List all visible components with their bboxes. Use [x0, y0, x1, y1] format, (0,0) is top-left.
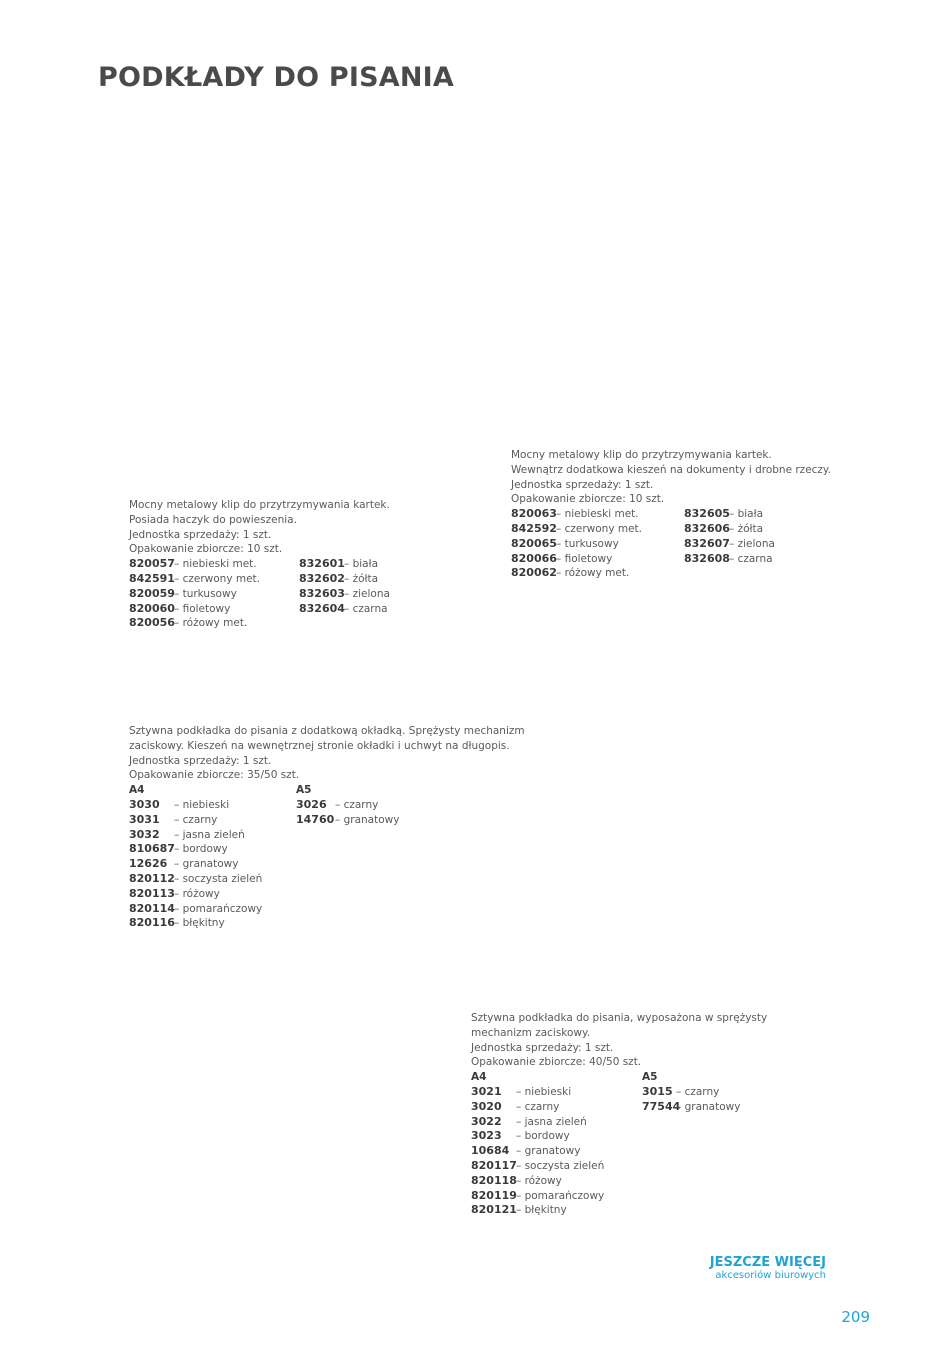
product-block-4: [471, 1011, 767, 1218]
product-description-line: Posiada haczyk do powieszenia.: [129, 513, 297, 526]
product-code-row: [299, 557, 390, 572]
product-code: 820117: [471, 1158, 517, 1172]
product-color: – niebieski met.: [174, 558, 257, 571]
product-code-row: [511, 537, 684, 552]
format-header-a4: A4: [471, 1071, 487, 1084]
product-code: 3020: [471, 1099, 502, 1113]
product-description-line: Mocny metalowy klip do przytrzymywania kartek.: [129, 499, 390, 511]
product-code: 3022: [471, 1114, 502, 1128]
product-block-3: [129, 724, 525, 931]
product-code-row: [471, 1174, 642, 1189]
product-code: 3015: [642, 1084, 673, 1098]
product-color: – pomarańczowy: [516, 1189, 605, 1202]
product-code-row: [642, 1085, 740, 1100]
product-color: – jasna zieleń: [516, 1115, 587, 1128]
product-color: – jasna zieleń: [174, 828, 245, 841]
product-code-row: [684, 552, 775, 567]
product-code: 820066: [511, 551, 557, 565]
product-color: – granatowy: [516, 1145, 581, 1158]
product-code-row: [129, 828, 296, 843]
product-color: – niebieski: [516, 1085, 572, 1098]
product-code-row: [129, 857, 296, 872]
product-code-row: [684, 522, 775, 537]
product-code-row: [129, 887, 296, 902]
product-color: – biała: [729, 508, 764, 521]
product-code-row: [296, 813, 399, 828]
product-code: 820065: [511, 536, 557, 550]
product-code: 832608: [684, 551, 730, 565]
product-code-row: [511, 522, 684, 537]
product-code: 3031: [129, 812, 160, 826]
product-description-line: Sztywna podkładka do pisania z dodatkową okładką. Sprężysty mechanizm: [129, 725, 525, 737]
bulk-packaging: Opakowanie zbiorcze: 35/50 szt.: [129, 769, 300, 782]
product-code-row: [129, 872, 296, 887]
product-code: 832607: [684, 536, 730, 550]
product-color: – granatowy: [174, 858, 239, 871]
product-code: 3032: [129, 827, 160, 841]
product-color: – pomarańczowy: [174, 902, 263, 915]
page-number: 209: [841, 1308, 870, 1326]
product-color: – zielona: [344, 587, 390, 600]
product-color: – różowy met.: [174, 617, 248, 630]
product-code: 12626: [129, 857, 168, 871]
product-code-row: [129, 813, 296, 828]
product-color: – czarny: [335, 798, 379, 811]
more-accessories-promo[interactable]: [710, 1255, 826, 1281]
format-header-a5: A5: [296, 784, 312, 797]
product-color: – granatowy: [676, 1100, 741, 1113]
product-color: – różowy met.: [556, 567, 630, 580]
product-code: 820114: [129, 901, 175, 915]
product-code-row: [471, 1100, 642, 1115]
product-code-row: [471, 1203, 642, 1218]
product-color: – błękitny: [174, 917, 225, 930]
product-code: 820063: [511, 507, 557, 521]
product-color: – czarna: [729, 552, 773, 565]
product-color: – czerwony met.: [556, 522, 643, 535]
product-color: – czerwony met.: [174, 572, 261, 585]
product-color: – soczysta zieleń: [516, 1159, 605, 1172]
product-code: 820057: [129, 557, 175, 571]
product-code-row: [129, 616, 299, 631]
product-code-row: [129, 587, 299, 602]
product-code-row: [471, 1189, 642, 1204]
product-color: – błękitny: [516, 1204, 567, 1217]
bulk-packaging: Opakowanie zbiorcze: 40/50 szt.: [471, 1056, 642, 1069]
sales-unit: Jednostka sprzedaży: 1 szt.: [511, 478, 654, 491]
product-code: 820113: [129, 886, 175, 900]
product-code: 820060: [129, 601, 175, 615]
product-code: 3026: [296, 797, 327, 811]
product-code-row: [129, 902, 296, 917]
code-list: [299, 557, 390, 631]
product-color: – czarna: [344, 602, 388, 615]
product-code-row: [129, 842, 296, 857]
product-code: 14760: [296, 812, 335, 826]
product-color: – fioletowy: [556, 552, 613, 565]
product-color: – czarny: [516, 1100, 560, 1113]
code-list-a5: [642, 1070, 740, 1218]
product-color: – zielona: [729, 537, 775, 550]
product-color: – różowy: [174, 887, 220, 900]
product-code-row: [471, 1129, 642, 1144]
code-list: [511, 507, 684, 581]
product-code: 77544: [642, 1099, 681, 1113]
product-code: 820056: [129, 616, 175, 630]
product-code: 842591: [129, 571, 175, 585]
product-color: – fioletowy: [174, 602, 231, 615]
product-code-row: [129, 916, 296, 931]
product-block-1: [129, 498, 390, 631]
product-code: 832602: [299, 571, 345, 585]
format-header-a4: A4: [129, 784, 145, 797]
product-code-row: [129, 572, 299, 587]
product-color: – bordowy: [516, 1130, 570, 1143]
bulk-packaging: Opakowanie zbiorcze: 10 szt.: [129, 543, 283, 556]
product-color: – żółta: [729, 522, 764, 535]
product-code-row: [471, 1144, 642, 1159]
product-color: – czarny: [174, 813, 218, 826]
product-color: – niebieski met.: [556, 508, 639, 521]
product-code-row: [129, 557, 299, 572]
code-list-a4: [129, 783, 296, 931]
product-code: 832601: [299, 557, 345, 571]
product-code: 820112: [129, 871, 175, 885]
product-code: 820116: [129, 916, 175, 930]
product-code-row: [684, 507, 775, 522]
product-code: 832605: [684, 507, 730, 521]
product-code: 842592: [511, 521, 557, 535]
product-code: 3021: [471, 1084, 502, 1098]
product-code-row: [471, 1159, 642, 1174]
product-color: – niebieski: [174, 798, 230, 811]
code-list: [684, 507, 775, 581]
product-color: – granatowy: [335, 813, 400, 826]
product-code-row: [642, 1100, 740, 1115]
product-color: – bordowy: [174, 843, 228, 856]
product-code-row: [299, 587, 390, 602]
product-color: – żółta: [344, 572, 379, 585]
product-code-row: [511, 566, 684, 581]
promo-title: JESZCZE WIĘCEJ: [709, 1255, 826, 1270]
product-code-row: [684, 537, 775, 552]
code-list-a5: [296, 783, 399, 931]
product-code-row: [511, 507, 684, 522]
product-code-row: [296, 798, 399, 813]
product-code: 810687: [129, 842, 175, 856]
product-color: – turkusowy: [556, 537, 619, 550]
product-color: – turkusowy: [174, 587, 237, 600]
product-code: 820121: [471, 1203, 517, 1217]
product-color: – soczysta zieleń: [174, 872, 263, 885]
product-code: 820059: [129, 586, 175, 600]
product-code: 3030: [129, 797, 160, 811]
product-code-row: [129, 798, 296, 813]
product-code: 832604: [299, 601, 345, 615]
product-code: 820119: [471, 1188, 517, 1202]
promo-subtitle: akcesoriów biurowych: [715, 1270, 826, 1281]
product-code: 820118: [471, 1173, 517, 1187]
bulk-packaging: Opakowanie zbiorcze: 10 szt.: [511, 493, 665, 506]
product-code: 820062: [511, 566, 557, 580]
product-code-row: [511, 552, 684, 567]
product-description-line: zaciskowy. Kieszeń na wewnętrznej stronie okładki i uchwyt na długopis.: [129, 739, 510, 752]
product-description-line: Sztywna podkładka do pisania, wyposażona w sprężysty: [471, 1012, 768, 1024]
product-description-line: Wewnątrz dodatkowa kieszeń na dokumenty i drobne rzeczy.: [511, 463, 831, 476]
product-code: 832603: [299, 586, 345, 600]
code-list: [129, 557, 299, 631]
sales-unit: Jednostka sprzedaży: 1 szt.: [471, 1041, 614, 1054]
product-block-2: [511, 448, 831, 581]
product-code: 10684: [471, 1144, 510, 1158]
product-code-row: [299, 572, 390, 587]
product-color: – biała: [344, 558, 379, 571]
sales-unit: Jednostka sprzedaży: 1 szt.: [129, 528, 272, 541]
product-code-row: [299, 602, 390, 617]
product-color: – czarny: [676, 1085, 720, 1098]
product-code-row: [129, 602, 299, 617]
product-code: 832606: [684, 521, 730, 535]
page-title: PODKŁADY DO PISANIA: [98, 62, 454, 93]
product-code-row: [471, 1085, 642, 1100]
product-code-row: [471, 1115, 642, 1130]
format-header-a5: A5: [642, 1071, 658, 1084]
code-list-a4: [471, 1070, 642, 1218]
product-code: 3023: [471, 1129, 502, 1143]
product-description-line: Mocny metalowy klip do przytrzymywania kartek.: [511, 449, 772, 461]
product-color: – różowy: [516, 1174, 562, 1187]
product-description-line: mechanizm zaciskowy.: [471, 1026, 591, 1039]
sales-unit: Jednostka sprzedaży: 1 szt.: [129, 754, 272, 767]
